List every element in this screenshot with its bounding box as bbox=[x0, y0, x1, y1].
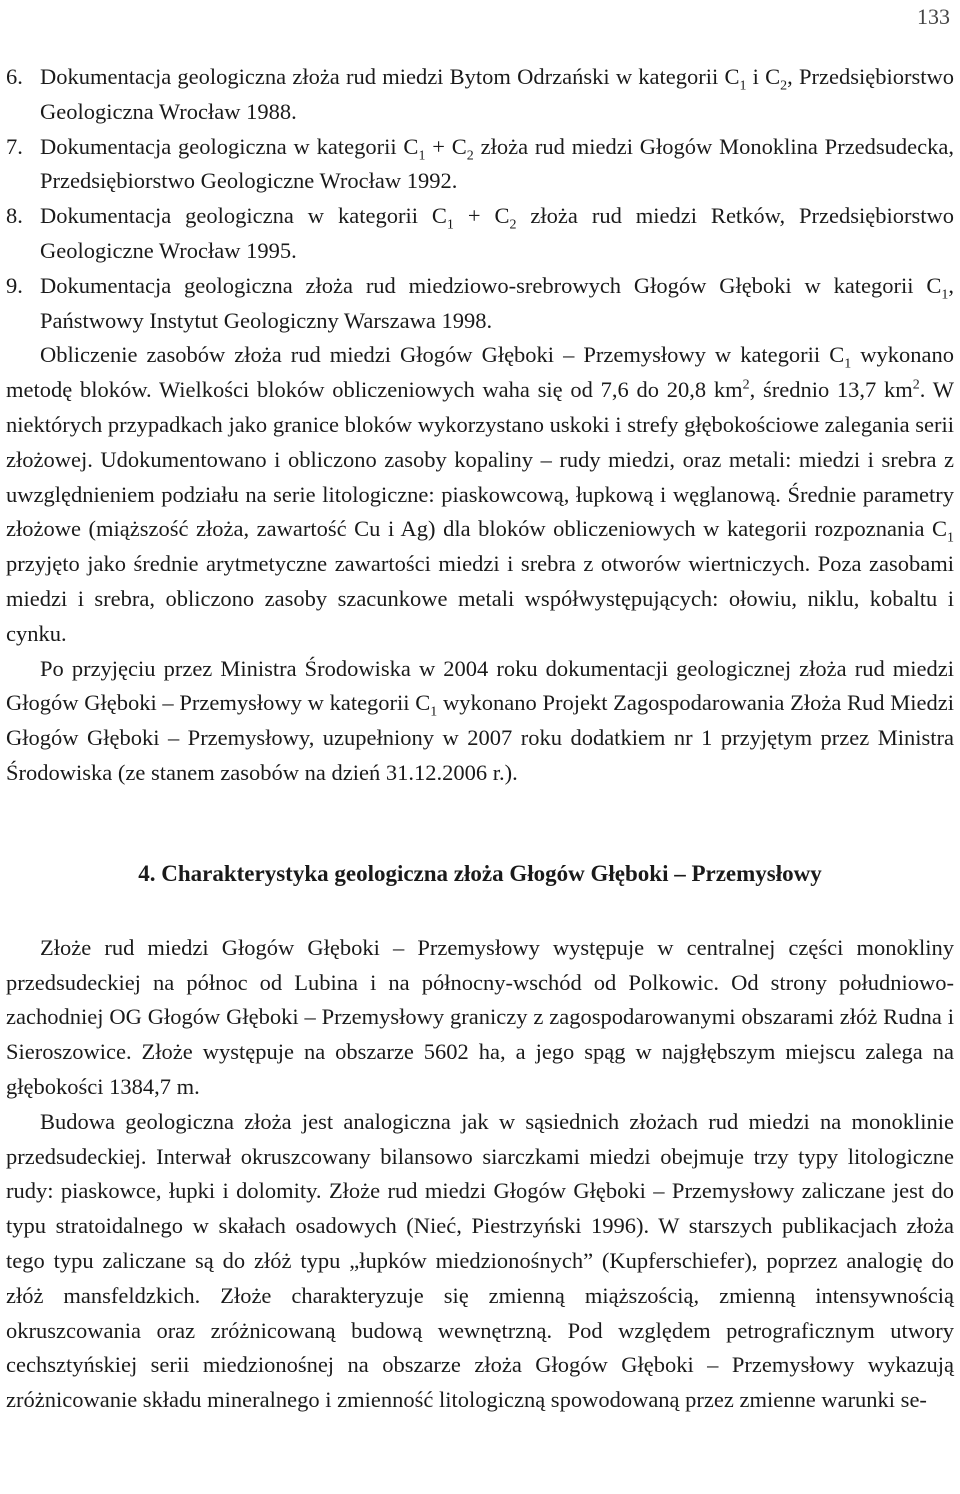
paragraph-location: Złoże rud miedzi Głogów Głęboki – Przemysłowy występuje w centralnej części monokliny przedsudeckiej na północ od Lubina i na północny-wschód od Polkowic. Od strony południowo-zachodniej OG Głogów Głęboki – Przemysłowy graniczy z zagospodarowanymi obszarami złóż Rudna i Sieroszowice. Złoże występuje na obszarze 5602 ha, a jego spąg w najgłębszym miejscu zalega na głębokości 1384,7 m. bbox=[6, 934, 954, 1099]
reference-list bbox=[6, 60, 954, 338]
reference-number: 8. bbox=[6, 203, 23, 229]
paragraph-resources: Obliczenie zasobów złoża rud miedzi Głogów Głęboki – Przemysłowy w kategorii $C_1$ wykonano metodę bloków. Wielkości bloków obliczeniowych waha się od 7,6 do 20,8 $km^2$, średnio 13,7 $km^2$. W niektórych przypadkach jako granice bloków wykorzystano uskoki i strefy głębokościowe zalegania serii złożowej. Udokumentowano i obliczono zasoby kopaliny – rudy miedzi, oraz metali: miedzi i srebra z uwzględnieniem podziału na serie litologiczne: piaskowcową, łupkową i węglanową. Średnie parametry złożowe (miąższość złoża, zawartość Cu i Ag) dla bloków obliczeniowych w kategorii rozpoznania $C_1$ przyjęto jako średnie arytmetyczne zawartości miedzi i srebra z otworów wiertniczych. Poza zasobami miedzi i srebra, obliczono zasoby szacunkowe metali współwystępujących: ołowiu, niklu, kobaltu i cynku. bbox=[6, 342, 954, 646]
section-heading: 4. Charakterystyka geologiczna złoża Głogów Głęboki – Przemysłowy bbox=[138, 860, 822, 886]
reference-item: 8. Dokumentacja geologiczna w kategorii $C_1 + C_2$ złoża rud miedzi Retków, Przedsiębiorstwo Geologiczne Wrocław 1995. bbox=[6, 199, 954, 269]
reference-item: 9. Dokumentacja geologiczna złoża rud miedziowo-srebrowych Głogów Głęboki w kategorii $C_1$, Państwowy Instytut Geologiczny Warszawa 1998. bbox=[6, 269, 954, 339]
reference-number: 7. bbox=[6, 133, 23, 159]
reference-number: 9. bbox=[6, 272, 23, 298]
page-number: 133 bbox=[917, 4, 950, 29]
reference-number: 6. bbox=[6, 64, 23, 89]
paragraph-project: Po przyjęciu przez Ministra Środowiska w 2004 roku dokumentacji geologicznej złoża rud miedzi Głogów Głęboki – Przemysłowy w kategorii $C_1$ wykonano Projekt Zagospodarowania Złoża Rud Miedzi Głogów Głęboki – Przemysłowy, uzupełniony w 2007 roku dodatkiem nr 1 przyjętym przez Ministra Środowiska (ze stanem zasobów na dzień 31.12.2006 r.). bbox=[6, 655, 954, 785]
paragraph-geology: Budowa geologiczna złoża jest analogiczna jak w sąsiednich złożach rud miedzi na monoklinie przedsudeckiej. Interwał okruszcowany bilansowo siarczkami miedzi obejmuje trzy typy litologiczne rudy: piaskowce, łupki i dolomity. Złoże rud miedzi Głogów Głęboki – Przemysłowy zaliczane jest do typu stratoidalnego w skałach osadowych (Nieć, Piestrzyński 1996). W starszych publikacjach złoża tego typu zaliczane są do złóż typu „łupków miedzionośnych” (Kupferschiefer), poprzez analogię do złóż mansfeldzkich. Złoże charakteryzuje się zmienną miąższością, zmienną intensywnością okruszcowania oraz zróżnicowaną budową wewnętrzną. Pod względem petrograficznym utwory cechsztyńskiej serii miedzionośnej na obszarze złoża Głogów Głęboki – Przemysłowy wykazują zróżnicowanie składu mineralnego i zmienność litologiczną spowodowaną przez zmienne warunki se- bbox=[6, 1108, 954, 1413]
document-body bbox=[6, 60, 954, 1418]
reference-item: 7. Dokumentacja geologiczna w kategorii $C_1 + C_2$ złoża rud miedzi Głogów Monoklina Przedsudecka, Przedsiębiorstwo Geologiczne Wrocław 1992. bbox=[6, 130, 954, 200]
reference-item: 6. Dokumentacja geologiczna złoża rud miedzi Bytom Odrzański w kategorii $C_1$ i $C_2$, Przedsiębiorstwo Geologiczna Wrocław 1988. bbox=[6, 60, 954, 130]
